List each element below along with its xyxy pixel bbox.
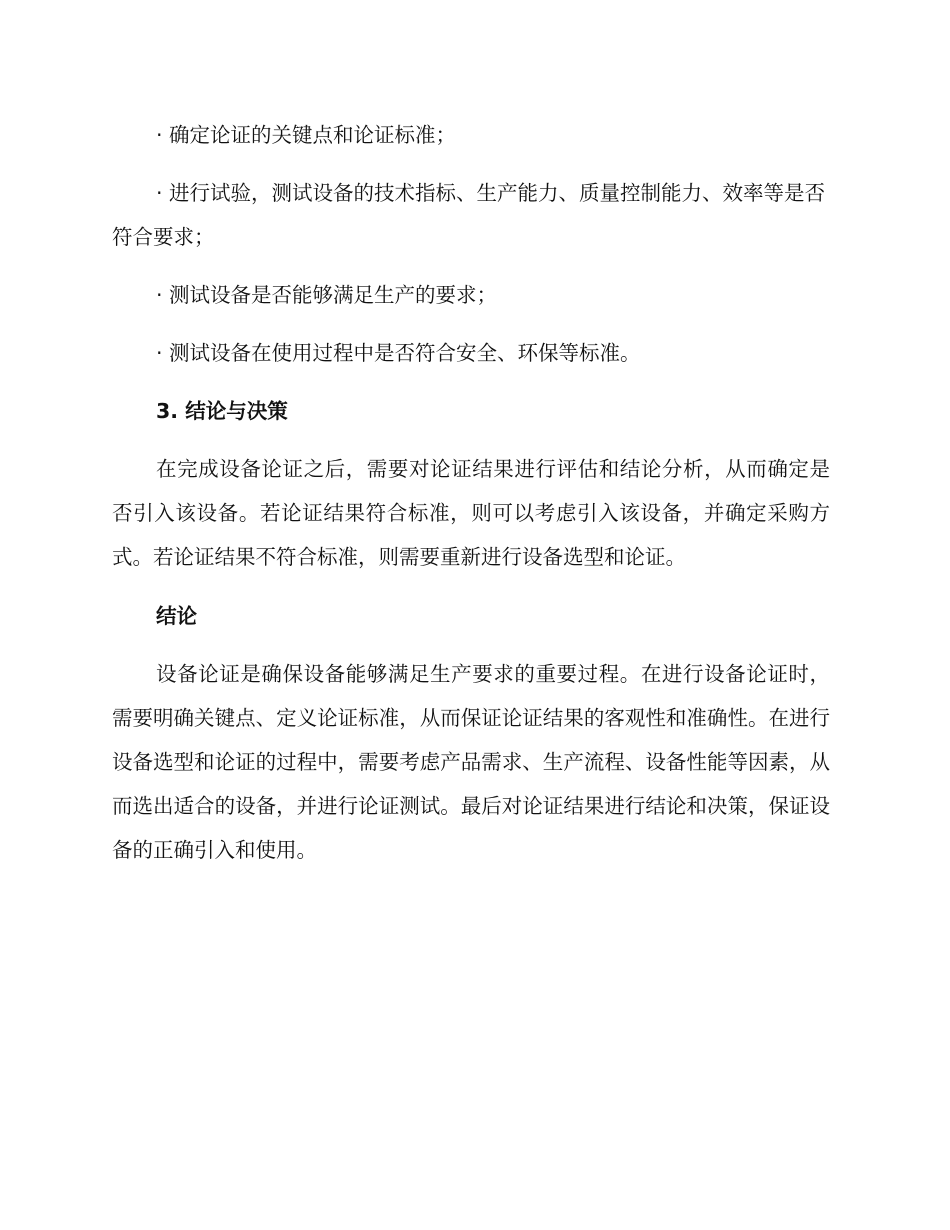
- bullet-item-key-points: · 确定论证的关键点和论证标准；: [156, 123, 457, 147]
- bullet-item-safety: · 测试设备在使用过程中是否符合安全、环保等标准。: [156, 341, 641, 365]
- section-heading-conclusion-decision: 3. 结论与决策: [156, 399, 288, 423]
- section-paragraph-conclusion: 设备论证是确保设备能够满足生产要求的重要过程。在进行设备论证时，需要明确关键点、定义论证标准，从而保证论证结果的客观性和准确性。在进行设备选型和论证的过程中，需要考虑产品需求、生产流程、设备性能等因素，从而选出适合的设备，并进行论证测试。最后对论证结果进行结论和决策，保证设备的正确引入和使用。: [112, 662, 830, 862]
- section-heading-conclusion: 结论: [156, 604, 197, 628]
- bullet-item-testing: · 进行试验，测试设备的技术指标、生产能力、质量控制能力、效率等是否符合要求；: [112, 181, 826, 249]
- section-paragraph-conclusion-decision: 在完成设备论证之后，需要对论证结果进行评估和结论分析，从而确定是否引入该设备。若论证结果符合标准，则可以考虑引入该设备，并确定采购方式。若论证结果不符合标准，则需要重新进行设备选型和论证。: [112, 457, 830, 569]
- bullet-item-production: · 测试设备是否能够满足生产的要求；: [156, 283, 498, 307]
